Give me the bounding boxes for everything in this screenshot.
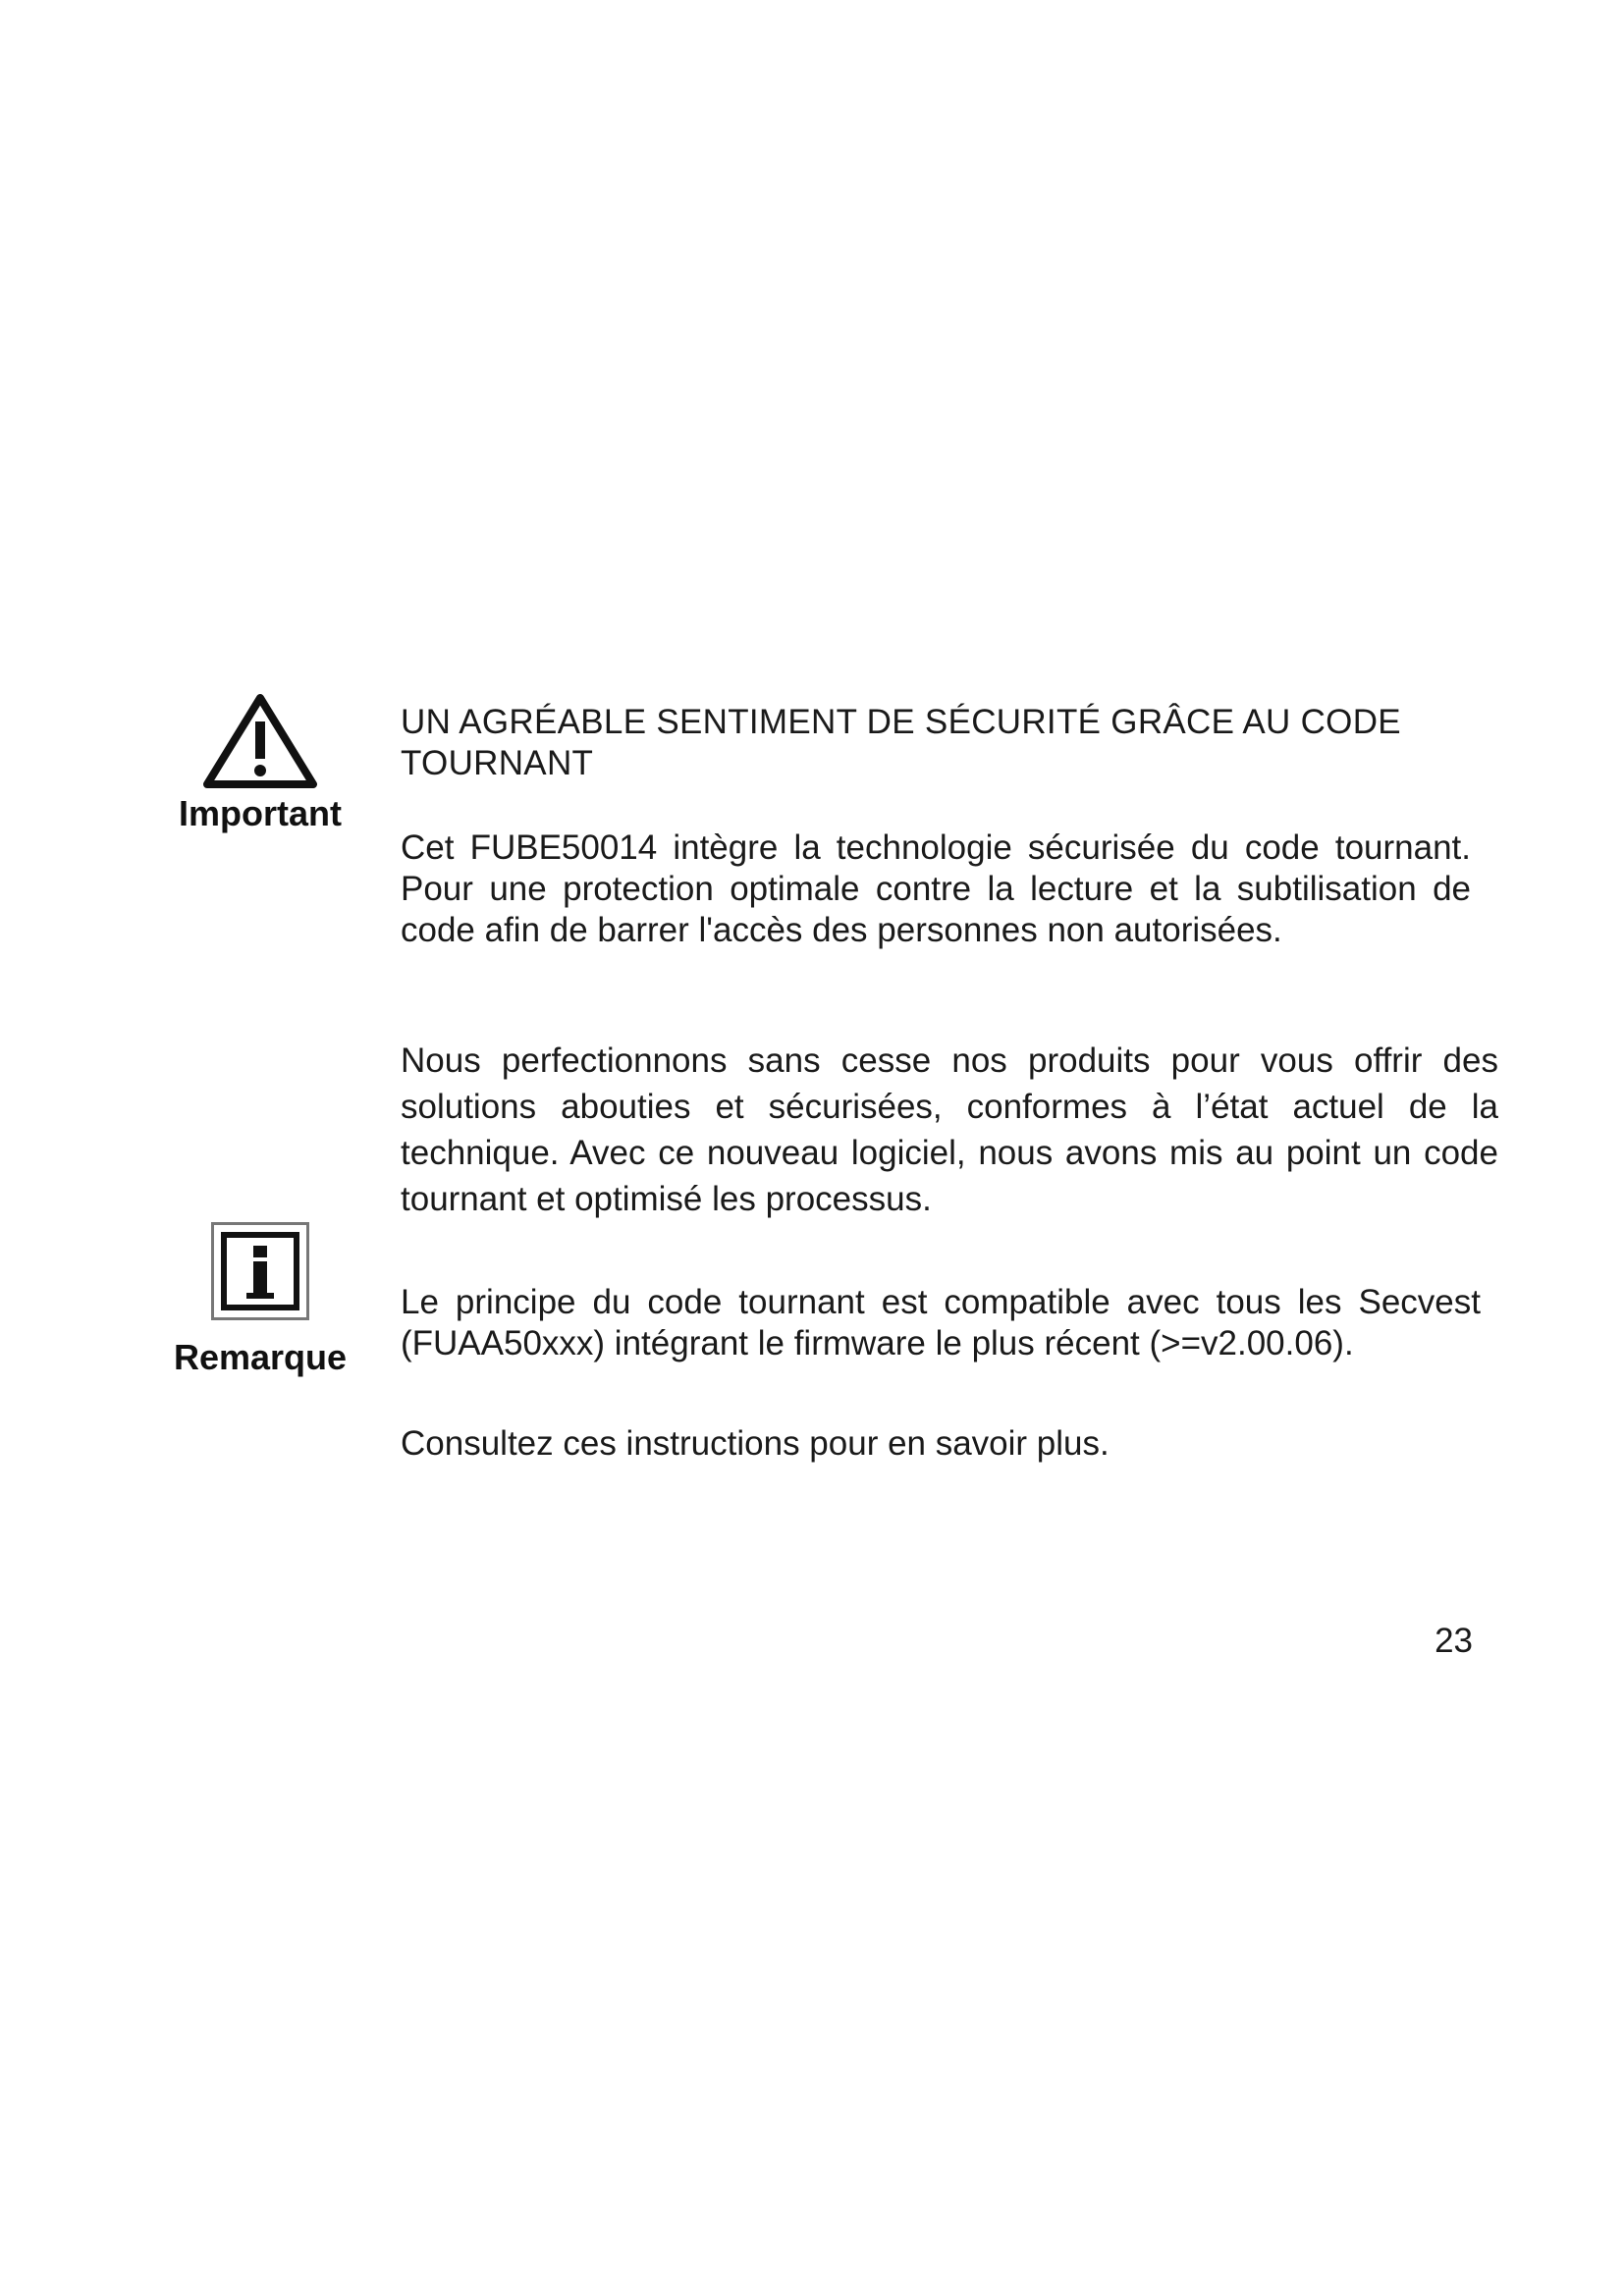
paragraph-more-info: Consultez ces instructions pour en savoir plus. bbox=[401, 1424, 1110, 1463]
remarque-label: Remarque bbox=[173, 1337, 348, 1377]
paragraph-intro: Cet FUBE50014 intègre la technologie sécurisée du code tournant. Pour une protection optimale contre la lecture et la subtilisation de code afin de barrer l'accès des personnes non autorisées. bbox=[401, 828, 1471, 949]
important-label: Important bbox=[179, 793, 342, 833]
warning-triangle-icon bbox=[157, 692, 363, 790]
info-icon bbox=[211, 1222, 309, 1320]
section-heading: UN AGRÉABLE SENTIMENT DE SÉCURITÉ GRÂCE AU CODE TOURNANT bbox=[401, 703, 1401, 782]
page-number: 23 bbox=[1435, 1622, 1473, 1660]
paragraph-improvements: Nous perfectionnons sans cesse nos produits pour vous offrir des solutions abouties et sécurisées, conformes à l’état actuel de la technique. Avec ce nouveau logiciel, nous avons mis au point un code tournant et optimisé les processus. bbox=[401, 1041, 1498, 1218]
important-notice bbox=[157, 692, 363, 833]
paragraph-compatibility: Le principe du code tournant est compatible avec tous les Secvest (FUAA50xxx) intégrant le firmware le plus récent (>=v2.00.06). bbox=[401, 1283, 1481, 1362]
remarque-notice bbox=[157, 1222, 363, 1377]
